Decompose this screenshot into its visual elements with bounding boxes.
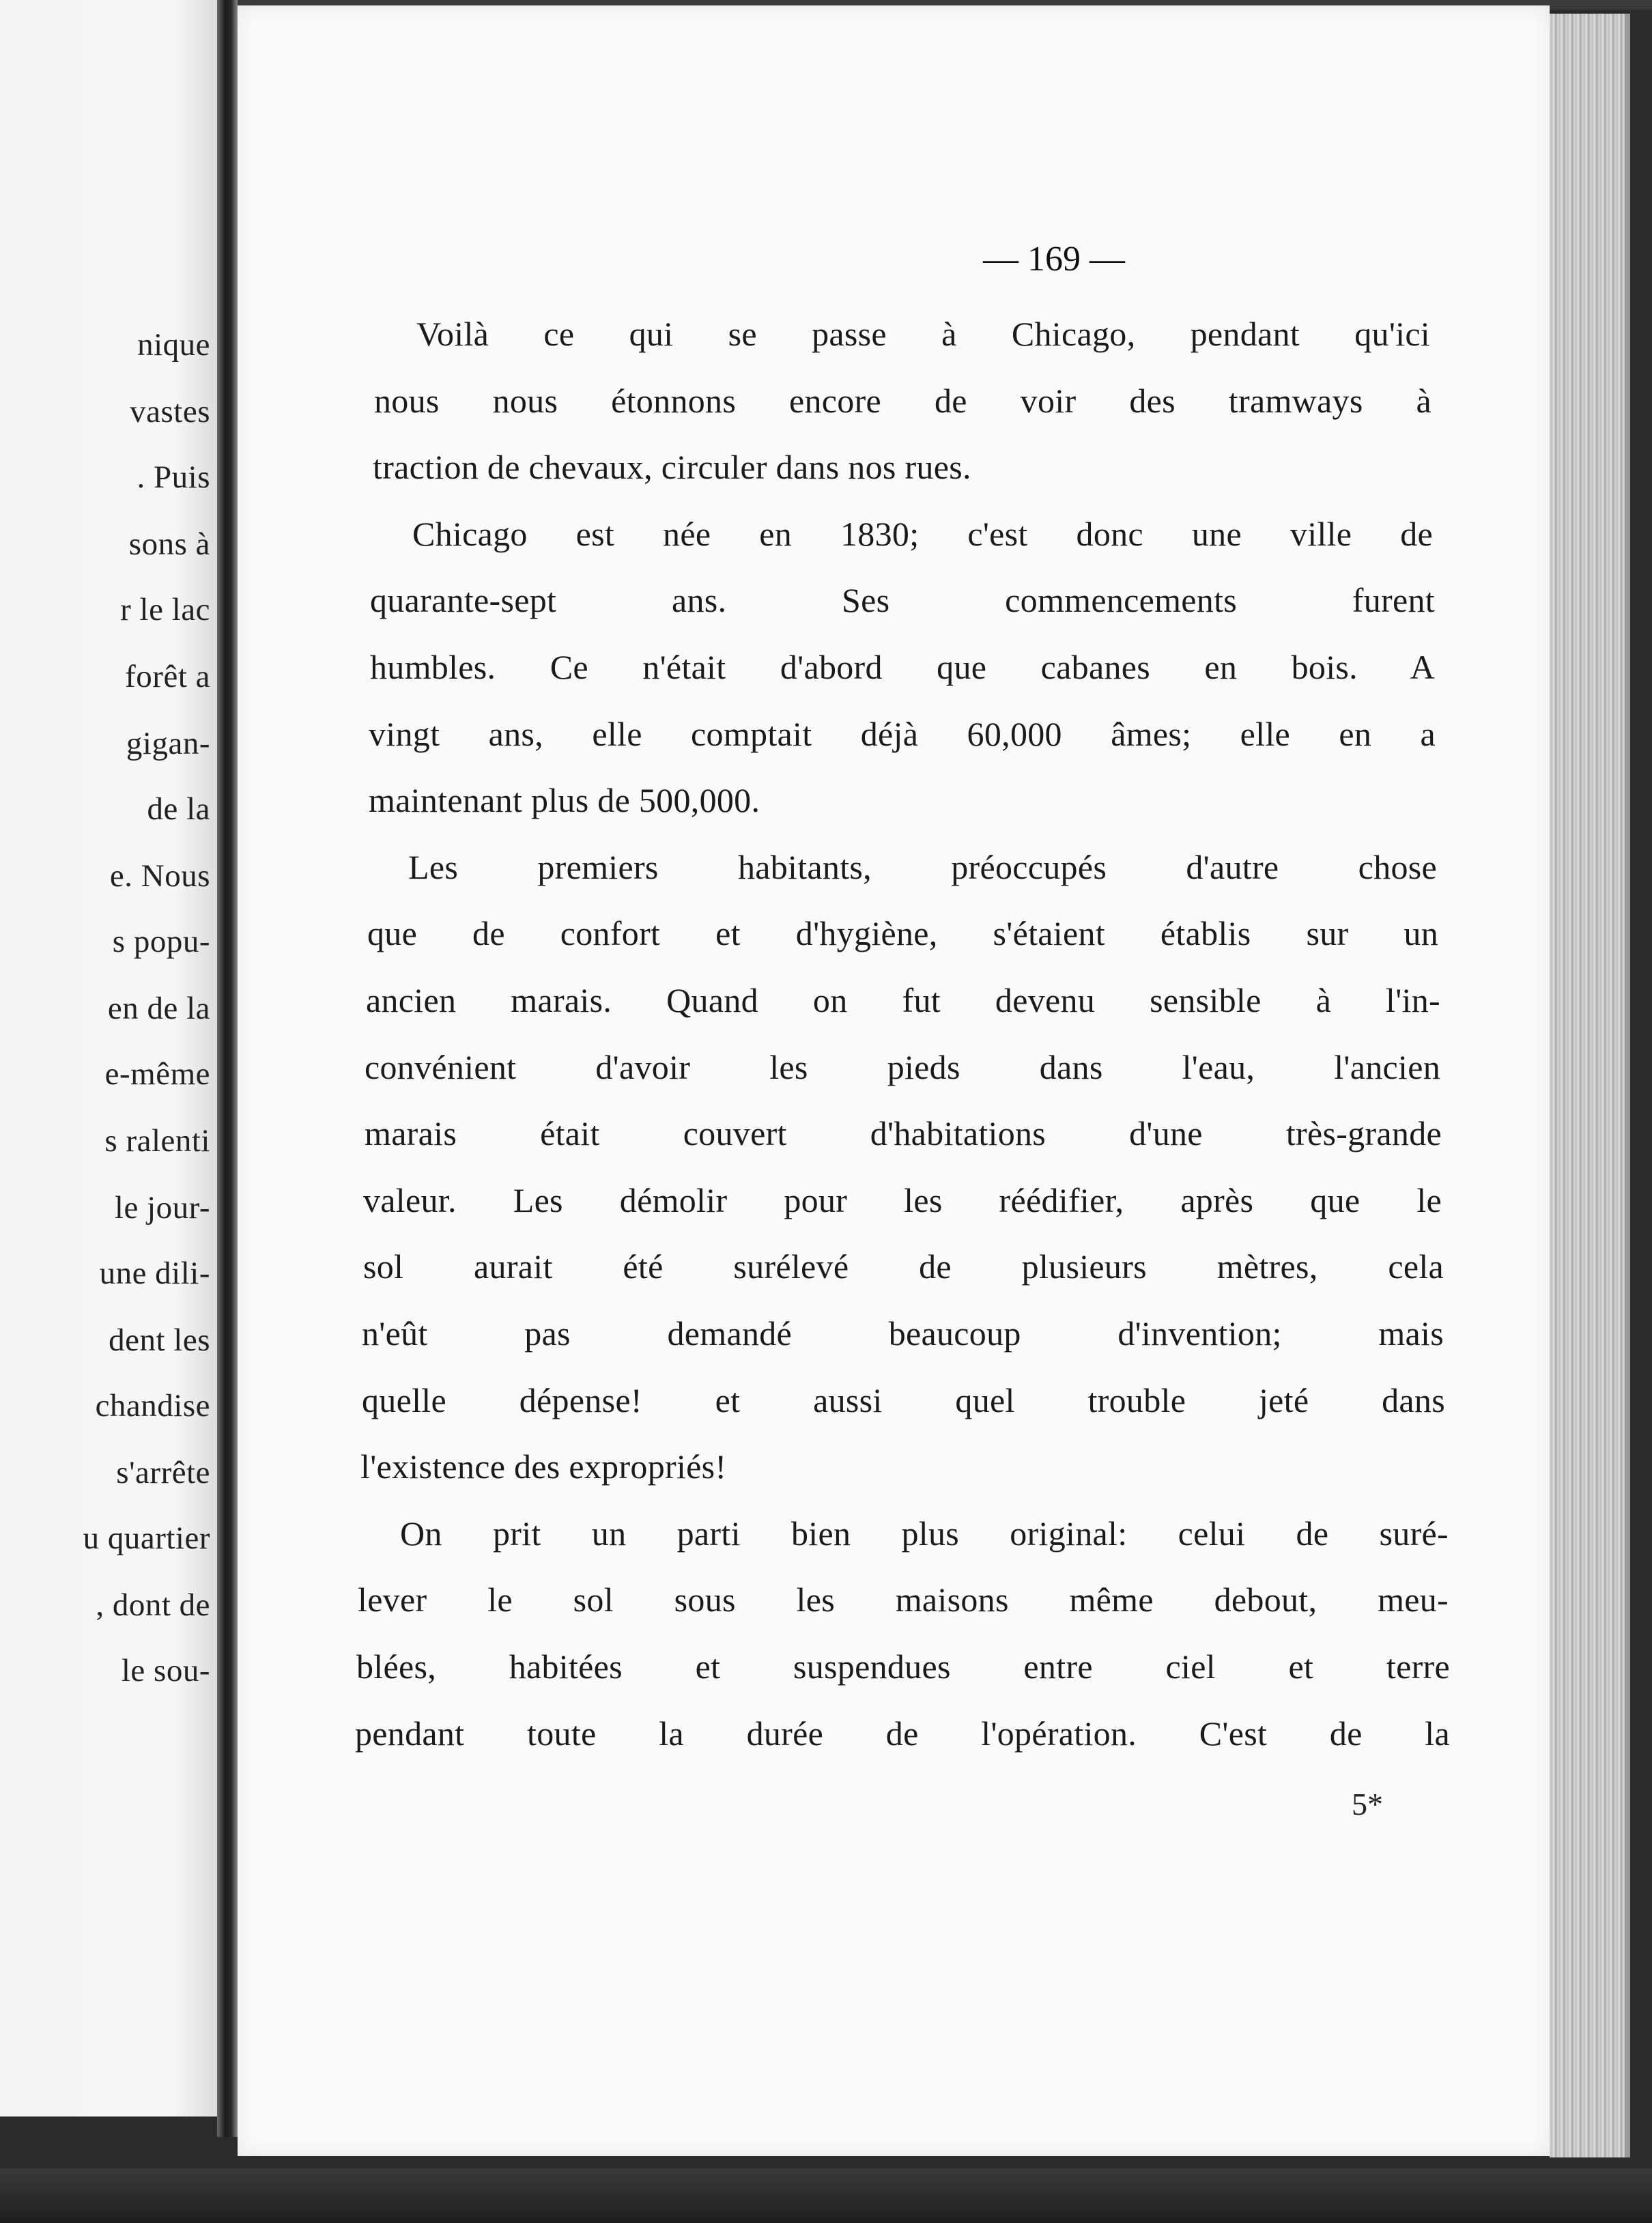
book-page — [238, 5, 1550, 2156]
page-number: — 169 — — [983, 240, 1125, 279]
previous-page-line: s popu- — [112, 924, 210, 959]
text-line: que de confort et d'hygiène, s'étaient établis sur un — [367, 914, 1438, 953]
page-stack-edges — [1550, 14, 1630, 2157]
text-line: ancien marais. Quand on fut devenu sensible à l'in- — [366, 981, 1440, 1019]
previous-page-line: le sou- — [121, 1653, 210, 1688]
previous-page-line: e-même — [104, 1056, 210, 1092]
text-line: vingt ans, elle comptait déjà 60,000 âmes; elle en a — [369, 714, 1436, 753]
previous-page-line: chandise — [95, 1388, 210, 1424]
text-line: humbles. Ce n'était d'abord que cabanes en bois. A — [370, 648, 1435, 686]
previous-page-line: s'arrête — [116, 1455, 210, 1490]
text-line: lever le sol sous les maisons même debout, meu- — [358, 1581, 1449, 1619]
previous-page-line: r le lac — [120, 592, 210, 627]
previous-page-line: e. Nous — [109, 858, 210, 894]
text-line: quelle dépense! et aussi quel trouble jeté dans — [362, 1380, 1445, 1419]
previous-page-line: de la — [147, 791, 210, 827]
previous-page-line: . Puis — [137, 459, 210, 495]
previous-page-line: vastes — [130, 394, 210, 429]
book-gutter — [217, 0, 238, 2137]
previous-page-line: le jour- — [114, 1190, 210, 1226]
text-line: l'existence des expropriés! — [360, 1447, 727, 1486]
scanner-bottom-edge — [0, 2168, 1652, 2223]
text-line: n'eût pas demandé beaucoup d'invention; mais — [362, 1314, 1444, 1353]
text-line: pendant toute la durée de l'opération. C'est de la — [355, 1714, 1450, 1753]
previous-page-line: gigan- — [126, 726, 210, 761]
previous-page-line: , dont de — [96, 1587, 210, 1623]
previous-page-line: s ralenti — [104, 1123, 210, 1159]
text-line: On prit un parti bien plus original: celui de suré- — [400, 1514, 1449, 1553]
text-line: convénient d'avoir les pieds dans l'eau, l'ancien — [365, 1047, 1440, 1086]
text-line: Voilà ce qui se passe à Chicago, pendant qu'ici — [416, 315, 1430, 353]
text-line: valeur. Les démolir pour les réédifier, après que le — [363, 1180, 1442, 1219]
previous-page-line: dent les — [109, 1322, 210, 1358]
text-line: traction de chevaux, circuler dans nos rues. — [373, 448, 971, 487]
previous-page-line: u quartier — [83, 1520, 210, 1556]
text-line: maintenant plus de 500,000. — [369, 781, 760, 820]
text-line: quarante-sept ans. Ses commencements furent — [370, 581, 1435, 620]
text-line: sol aurait été surélevé de plusieurs mètres, cela — [363, 1247, 1444, 1286]
previous-page-fragment — [0, 0, 217, 2116]
text-line: Les premiers habitants, préoccupés d'autre chose — [408, 847, 1437, 886]
signature-mark: 5* — [1352, 1787, 1383, 1822]
previous-page-line: une dili- — [99, 1256, 210, 1291]
previous-page-line: forêt a — [125, 659, 210, 694]
previous-page-line: sons à — [128, 526, 210, 562]
previous-page-line: en de la — [107, 991, 210, 1026]
text-line: marais était couvert d'habitations d'une très-grande — [365, 1114, 1442, 1153]
text-line: blées, habitées et suspendues entre ciel et terre — [356, 1647, 1450, 1686]
text-line: nous nous étonnons encore de voir des tramways à — [374, 381, 1432, 420]
text-line: Chicago est née en 1830; c'est donc une ville de — [412, 514, 1433, 553]
previous-page-line: nique — [137, 327, 210, 363]
